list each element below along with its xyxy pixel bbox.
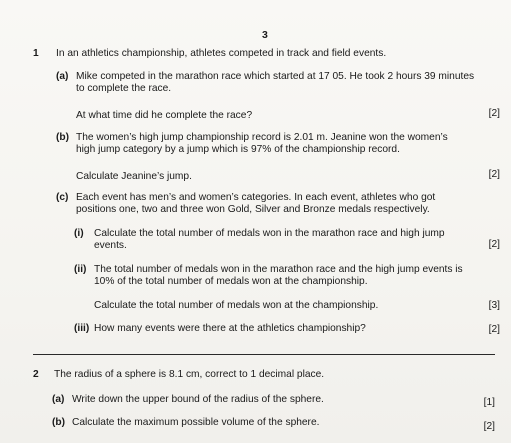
question-intro: The radius of a sphere is 8.1 cm, correct to 1 decimal place. — [54, 369, 325, 380]
question-text: to complete the race. — [76, 83, 172, 94]
question-text: Each event has men’s and women’s categories. In each event, athletes who got — [76, 192, 436, 203]
marks-label: [1] — [483, 397, 495, 408]
marks-label: [2] — [488, 169, 500, 180]
question-prompt: Calculate the total number of medals won at the championship. — [94, 300, 379, 311]
question-number: 1 — [33, 48, 39, 59]
question-prompt: Calculate the maximum possible volume of the sphere. — [72, 417, 320, 428]
question-text: high jump category by a jump which is 97% of the championship record. — [76, 144, 400, 155]
section-divider — [33, 354, 495, 355]
marks-label: [2] — [488, 324, 500, 335]
question-prompt: Calculate Jeanine’s jump. — [76, 171, 192, 182]
question-text: Mike competed in the marathon race which started at 17 05. He took 2 hours 39 minutes — [76, 71, 475, 82]
marks-label: [3] — [488, 300, 500, 311]
marks-label: [2] — [488, 108, 500, 119]
part-label: (a) — [56, 71, 69, 82]
question-text: positions one, two and three won Gold, Silver and Bronze medals respectively. — [76, 204, 430, 215]
part-label: (c) — [56, 192, 69, 203]
question-text: events. — [94, 240, 127, 251]
subpart-label: (i) — [74, 228, 84, 239]
marks-label: [2] — [488, 239, 500, 250]
question-prompt: How many events were there at the athletics championship? — [94, 323, 366, 334]
question-prompt: Write down the upper bound of the radius of the sphere. — [72, 394, 324, 405]
question-text: 10% of the total number of medals won at the championship. — [94, 276, 368, 287]
marks-label: [2] — [483, 421, 495, 432]
part-label: (a) — [52, 394, 65, 405]
question-intro: In an athletics championship, athletes competed in track and field events. — [56, 48, 387, 59]
subpart-label: (ii) — [74, 264, 87, 275]
question-text: Calculate the total number of medals won in the marathon race and high jump — [94, 228, 445, 239]
question-text: The total number of medals won in the marathon race and the high jump events is — [94, 264, 463, 275]
question-number: 2 — [33, 369, 39, 380]
question-text: The women’s high jump championship record is 2.01 m. Jeanine won the women’s — [76, 132, 448, 143]
question-prompt: At what time did he complete the race? — [76, 110, 253, 121]
page-number: 3 — [262, 29, 268, 41]
subpart-label: (iii) — [74, 323, 90, 334]
part-label: (b) — [52, 417, 66, 428]
part-label: (b) — [56, 132, 70, 143]
